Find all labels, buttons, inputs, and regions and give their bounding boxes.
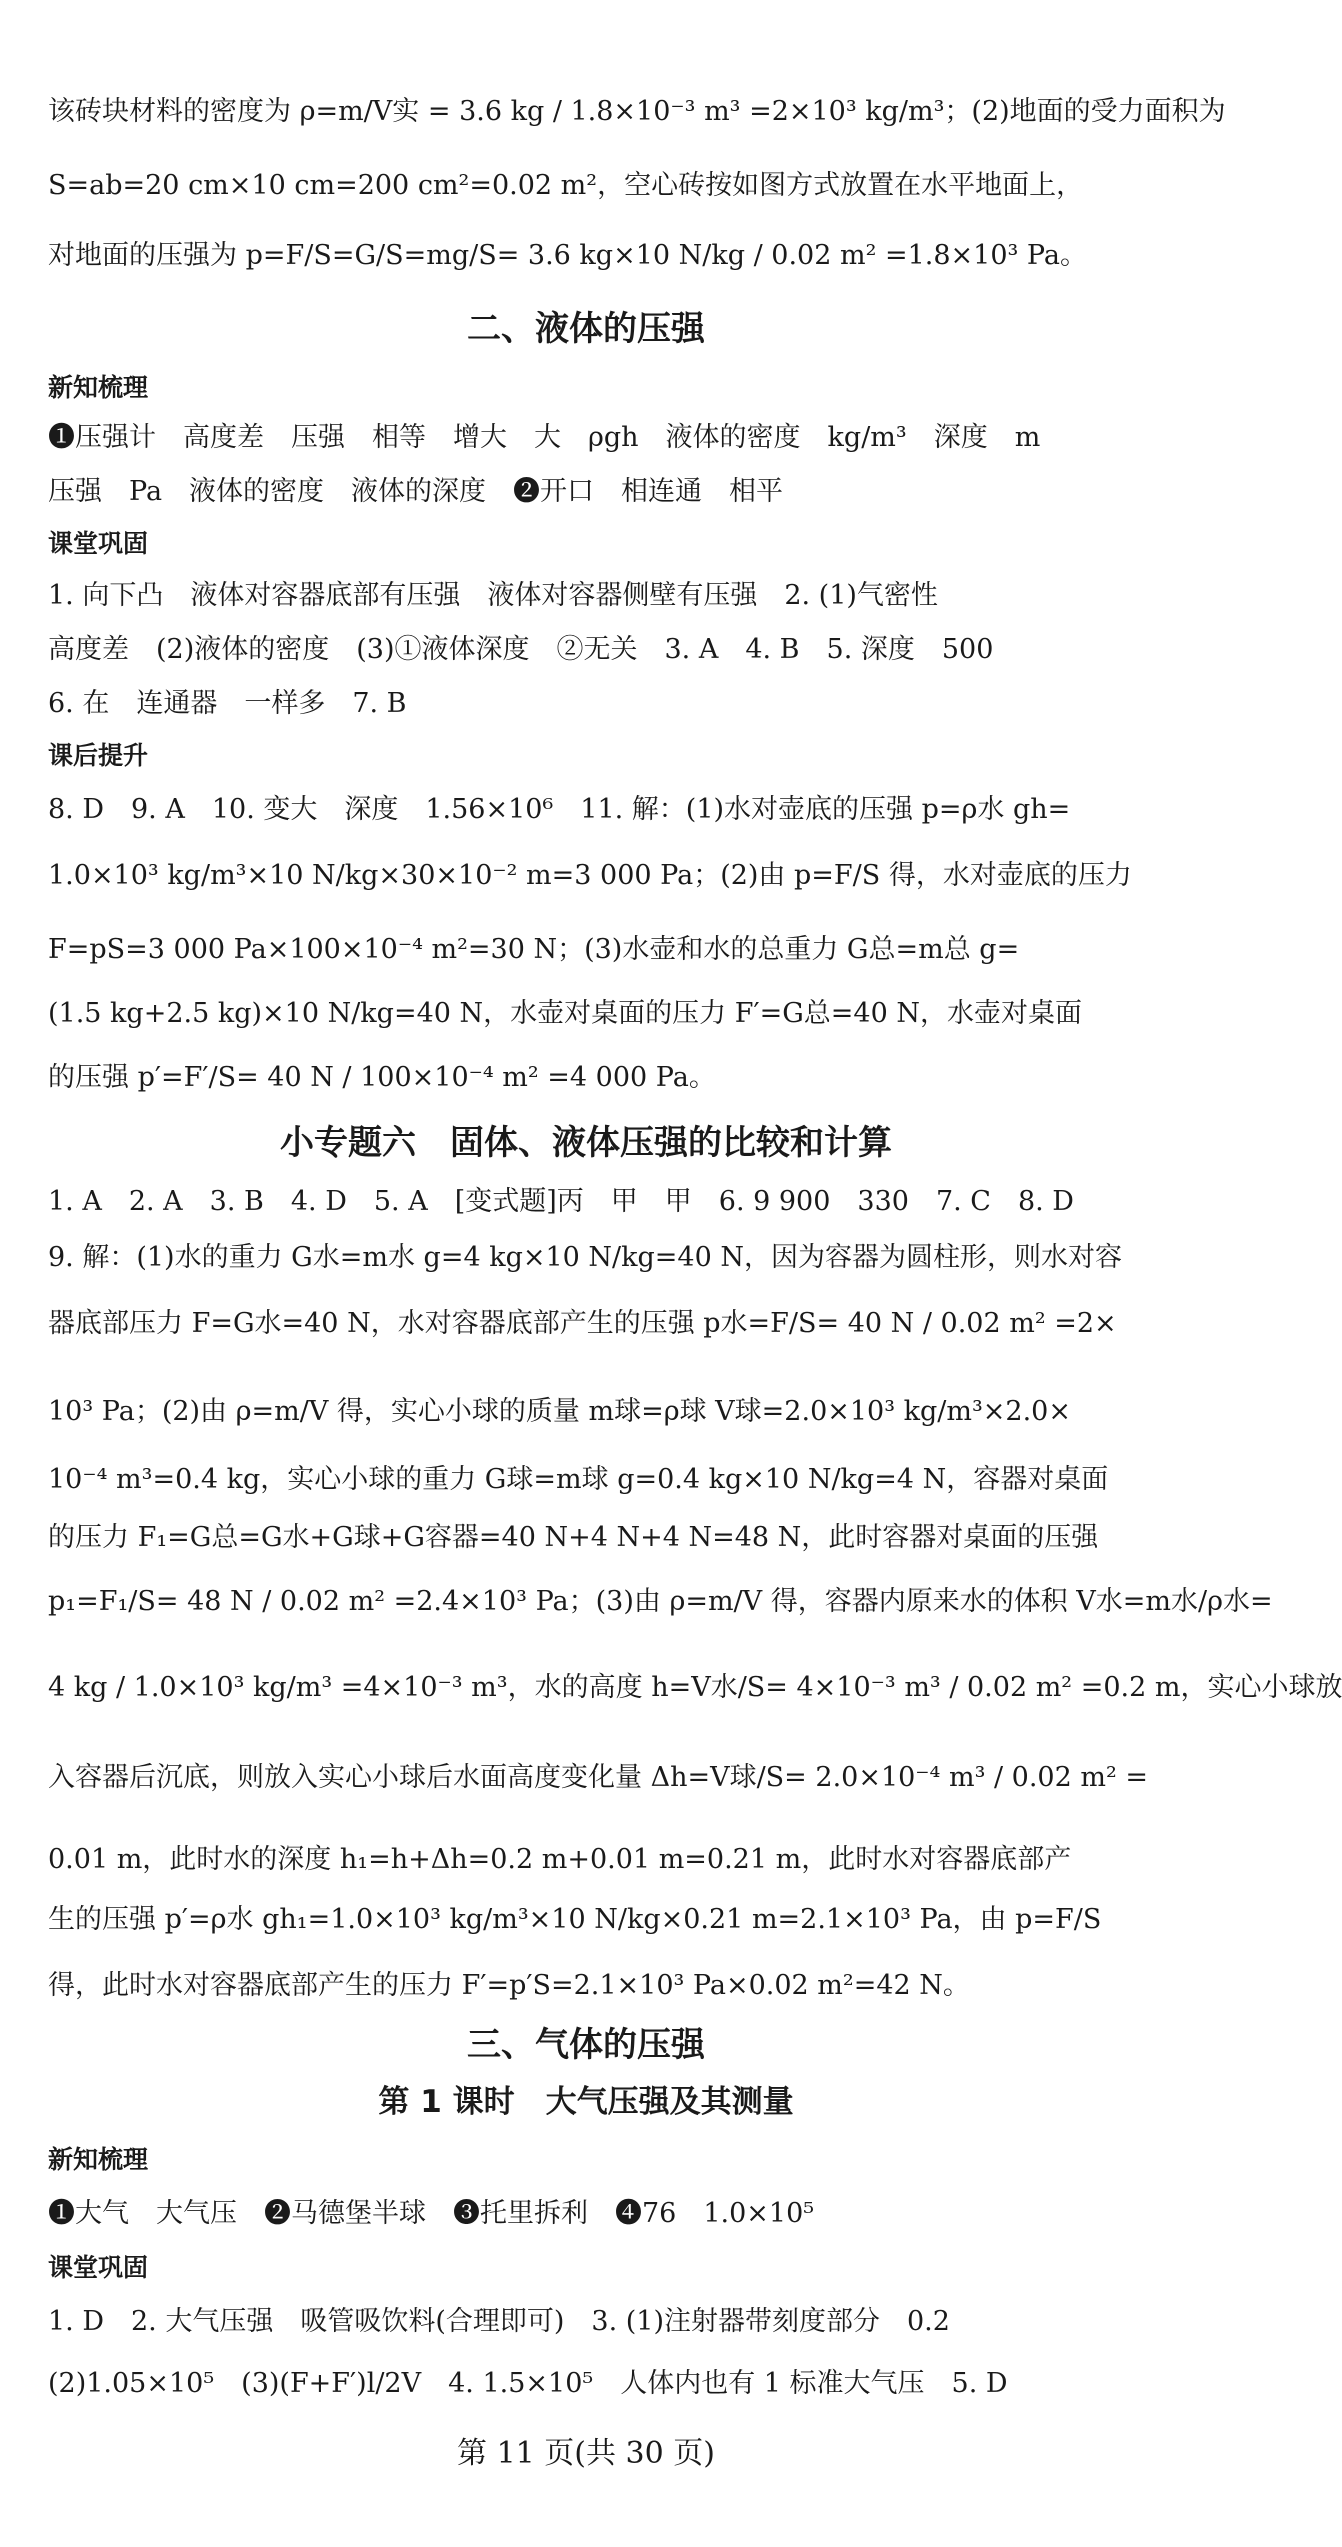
text-line: 1. D 2. 大气压强 吸管吸饮料(合理即可) 3. (1)注射器带刻度部分 0.2: [48, 2306, 950, 2337]
section-label: 新知梳理: [48, 373, 149, 402]
text-line: 9. 解：(1)水的重力 G水=m水 g=4 kg×10 N/kg=40 N，因为容器为圆柱形，则水对容: [48, 1242, 1122, 1273]
section-label: 新知梳理: [48, 2145, 149, 2174]
text-line: (2)1.05×10⁵ (3)(F+F′)l/2V 4. 1.5×10⁵ 人体内也有 1 标准大气压 5. D: [48, 2368, 1008, 2399]
text-line: 入容器后沉底，则放入实心小球后水面高度变化量 Δh=V球/S= 2.0×10⁻⁴ m³ / 0.02 m² =: [48, 1762, 1148, 1793]
topic-title: 小专题六 固体、液体压强的比较和计算: [280, 1123, 892, 1163]
text-line: 得，此时水对容器底部产生的压力 F′=p′S=2.1×10³ Pa×0.02 m²=42 N。: [48, 1970, 970, 2001]
text-line: F=pS=3 000 Pa×100×10⁻⁴ m²=30 N；(3)水壶和水的总重力 G总=m总 g=: [48, 934, 1020, 965]
section-title: 三、气体的压强: [467, 2025, 705, 2065]
text-line: 1. A 2. A 3. B 4. D 5. A [变式题]丙 甲 甲 6. 9 900 330 7. C 8. D: [48, 1186, 1074, 1217]
section-label: 课堂巩固: [48, 2253, 149, 2282]
lesson-title: 第 1 课时 大气压强及其测量: [378, 2084, 794, 2120]
text-line: 该砖块材料的密度为 ρ=m/V实 = 3.6 kg / 1.8×10⁻³ m³ =2×10³ kg/m³；(2)地面的受力面积为: [48, 96, 1226, 127]
text-line: 0.01 m，此时水的深度 h₁=h+Δh=0.2 m+0.01 m=0.21 m，此时水对容器底部产: [48, 1844, 1072, 1875]
text-line: 1. 向下凸 液体对容器底部有压强 液体对容器侧壁有压强 2. (1)气密性: [48, 580, 938, 611]
text-line: 10³ Pa；(2)由 ρ=m/V 得，实心小球的质量 m球=ρ球 V球=2.0×10³ kg/m³×2.0×: [48, 1396, 1071, 1427]
text-line: 4 kg / 1.0×10³ kg/m³ =4×10⁻³ m³，水的高度 h=V水/S= 4×10⁻³ m³ / 0.02 m² =0.2 m，实心小球放: [48, 1672, 1342, 1703]
text-line: p₁=F₁/S= 48 N / 0.02 m² =2.4×10³ Pa；(3)由 ρ=m/V 得，容器内原来水的体积 V水=m水/ρ水=: [48, 1586, 1273, 1617]
text-line: 压强 Pa 液体的密度 液体的深度 ❷开口 相连通 相平: [48, 476, 784, 507]
section-label: 课堂巩固: [48, 529, 149, 558]
text-line: 8. D 9. A 10. 变大 深度 1.56×10⁶ 11. 解：(1)水对壶底的压强 p=ρ水 gh=: [48, 794, 1071, 825]
text-line: (1.5 kg+2.5 kg)×10 N/kg=40 N，水壶对桌面的压力 F′=G总=40 N，水壶对桌面: [48, 998, 1082, 1029]
section-label: 课后提升: [48, 741, 149, 770]
text-line: ❶压强计 高度差 压强 相等 增大 大 ρgh 液体的密度 kg/m³ 深度 m: [48, 422, 1041, 453]
text-line: 的压力 F₁=G总=G水+G球+G容器=40 N+4 N+4 N=48 N，此时容器对桌面的压强: [48, 1522, 1099, 1553]
page-number: 第 11 页(共 30 页): [457, 2436, 715, 2471]
text-line: 对地面的压强为 p=F/S=G/S=mg/S= 3.6 kg×10 N/kg / 0.02 m² =1.8×10³ Pa。: [48, 240, 1087, 271]
section-title: 二、液体的压强: [467, 309, 705, 349]
text-line: 10⁻⁴ m³=0.4 kg，实心小球的重力 G球=m球 g=0.4 kg×10 N/kg=4 N，容器对桌面: [48, 1464, 1109, 1495]
text-line: S=ab=20 cm×10 cm=200 cm²=0.02 m²，空心砖按如图方式放置在水平地面上，: [48, 170, 1084, 201]
text-line: 生的压强 p′=ρ水 gh₁=1.0×10³ kg/m³×10 N/kg×0.21 m=2.1×10³ Pa，由 p=F/S: [48, 1904, 1102, 1935]
text-line: 高度差 (2)液体的密度 (3)①液体深度 ②无关 3. A 4. B 5. 深度 500: [48, 634, 994, 665]
text-line: 的压强 p′=F′/S= 40 N / 100×10⁻⁴ m² =4 000 Pa。: [48, 1062, 716, 1093]
text-line: 6. 在 连通器 一样多 7. B: [48, 688, 407, 719]
text-line: ❶大气 大气压 ❷马德堡半球 ❸托里拆利 ❹76 1.0×10⁵: [48, 2198, 815, 2229]
text-line: 器底部压力 F=G水=40 N，水对容器底部产生的压强 p水=F/S= 40 N / 0.02 m² =2×: [48, 1308, 1117, 1339]
text-line: 1.0×10³ kg/m³×10 N/kg×30×10⁻² m=3 000 Pa；(2)由 p=F/S 得，水对壶底的压力: [48, 860, 1132, 891]
